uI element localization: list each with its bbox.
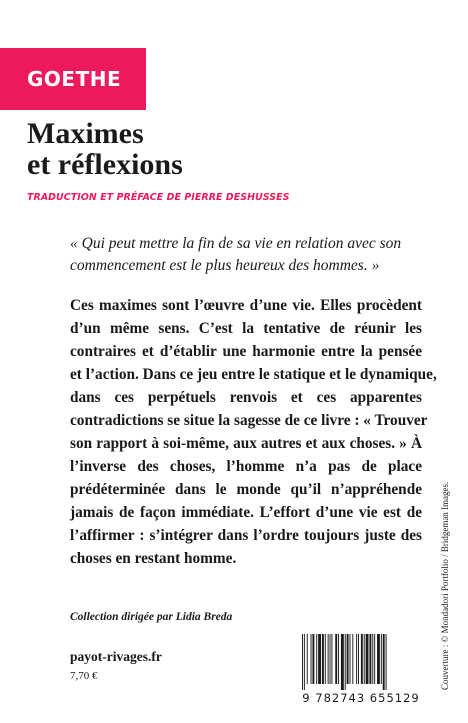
blurb-line: son rapport à soi-même, aux autres et aux choses. » À (70, 435, 422, 452)
barcode-bar (358, 634, 359, 684)
barcode-bar (307, 634, 308, 684)
barcode-bar (372, 634, 373, 684)
barcode-bars (296, 634, 426, 690)
barcode-bar (330, 634, 331, 684)
barcode-bar (352, 634, 353, 684)
barcode-bar (318, 634, 321, 684)
blurb-line: dans ces perpétuels renvois et ces apparentes (70, 389, 422, 406)
barcode-bar (356, 634, 357, 684)
blurb-line: contradictions se situe la sagesse de ce livre : « Trouver (70, 412, 428, 429)
isbn-number: 9 782743 655129 (302, 691, 420, 705)
blurb-line: l’inverse des choses, l’homme n’a pas de place (70, 458, 422, 475)
blurb-line: d’un même sens. C’est la tentative de réunir les (70, 320, 422, 337)
book-title-line: Maximes (27, 117, 144, 150)
barcode-bar (361, 634, 363, 684)
barcode-bar (364, 634, 365, 684)
quote-line: commencement est le plus heureux des hommes. » (70, 257, 380, 274)
barcode-bar (335, 634, 337, 684)
blurb-line: contraires et d’établir une harmonie entre la pensée (70, 343, 422, 360)
barcode-bar (341, 634, 344, 690)
barcode-bar (304, 634, 305, 690)
barcode-bar (381, 634, 382, 684)
barcode-bar (316, 634, 317, 684)
translation-credit: TRADUCTION ET PRÉFACE DE PIERRE DESHUSSES (27, 192, 290, 203)
book-title-line: et réflexions (27, 148, 183, 181)
barcode-bar (347, 634, 349, 684)
cover-image-credit: Couverture : © Mondadori Portfolio / Bridgeman Images. (440, 481, 450, 690)
blurb-line: prédéterminée dans le monde qu’il n’appréhende (70, 481, 422, 498)
barcode-bar (383, 634, 385, 690)
barcode-bar (374, 634, 375, 684)
collection-editor: Collection dirigée par Lidia Breda (70, 611, 233, 623)
publisher-website: payot-rivages.fr (70, 649, 162, 664)
blurb-line: et l’action. Dans ce jeu entre le statique et le dynamique, (70, 366, 437, 383)
barcode-bar (331, 634, 332, 684)
barcode-bar (322, 634, 324, 684)
barcode-bar (386, 634, 387, 690)
barcode-bar (312, 634, 314, 684)
barcode-bar (338, 634, 339, 684)
barcode-bar (302, 634, 303, 690)
barcode-bar (328, 634, 329, 684)
barcode-bar (345, 634, 346, 690)
barcode-bar (311, 634, 312, 684)
isbn-barcode (296, 634, 426, 698)
book-title (27, 118, 183, 180)
quote-line: « Qui peut mettre la fin de sa vie en relation avec son (70, 235, 402, 252)
epigraph-quote (70, 233, 420, 277)
blurb-line: l’affirmer : s’intégrer dans l’ordre toujours juste des (70, 527, 422, 544)
price-label: 7,70 € (70, 670, 98, 682)
barcode-bar (369, 634, 371, 684)
blurb-text (70, 294, 437, 570)
barcode-bar (377, 634, 380, 684)
blurb-line: Ces maximes sont l’œuvre d’une vie. Elles procèdent (70, 297, 422, 314)
barcode-bar (350, 634, 351, 684)
barcode-bar (366, 634, 369, 684)
blurb-line: choses en restant homme. (70, 550, 237, 567)
author-name: GOETHE (27, 67, 122, 91)
blurb-line: jamais de façon immédiate. L’effort d’une vie est de (70, 504, 422, 521)
barcode-bar (325, 634, 326, 684)
